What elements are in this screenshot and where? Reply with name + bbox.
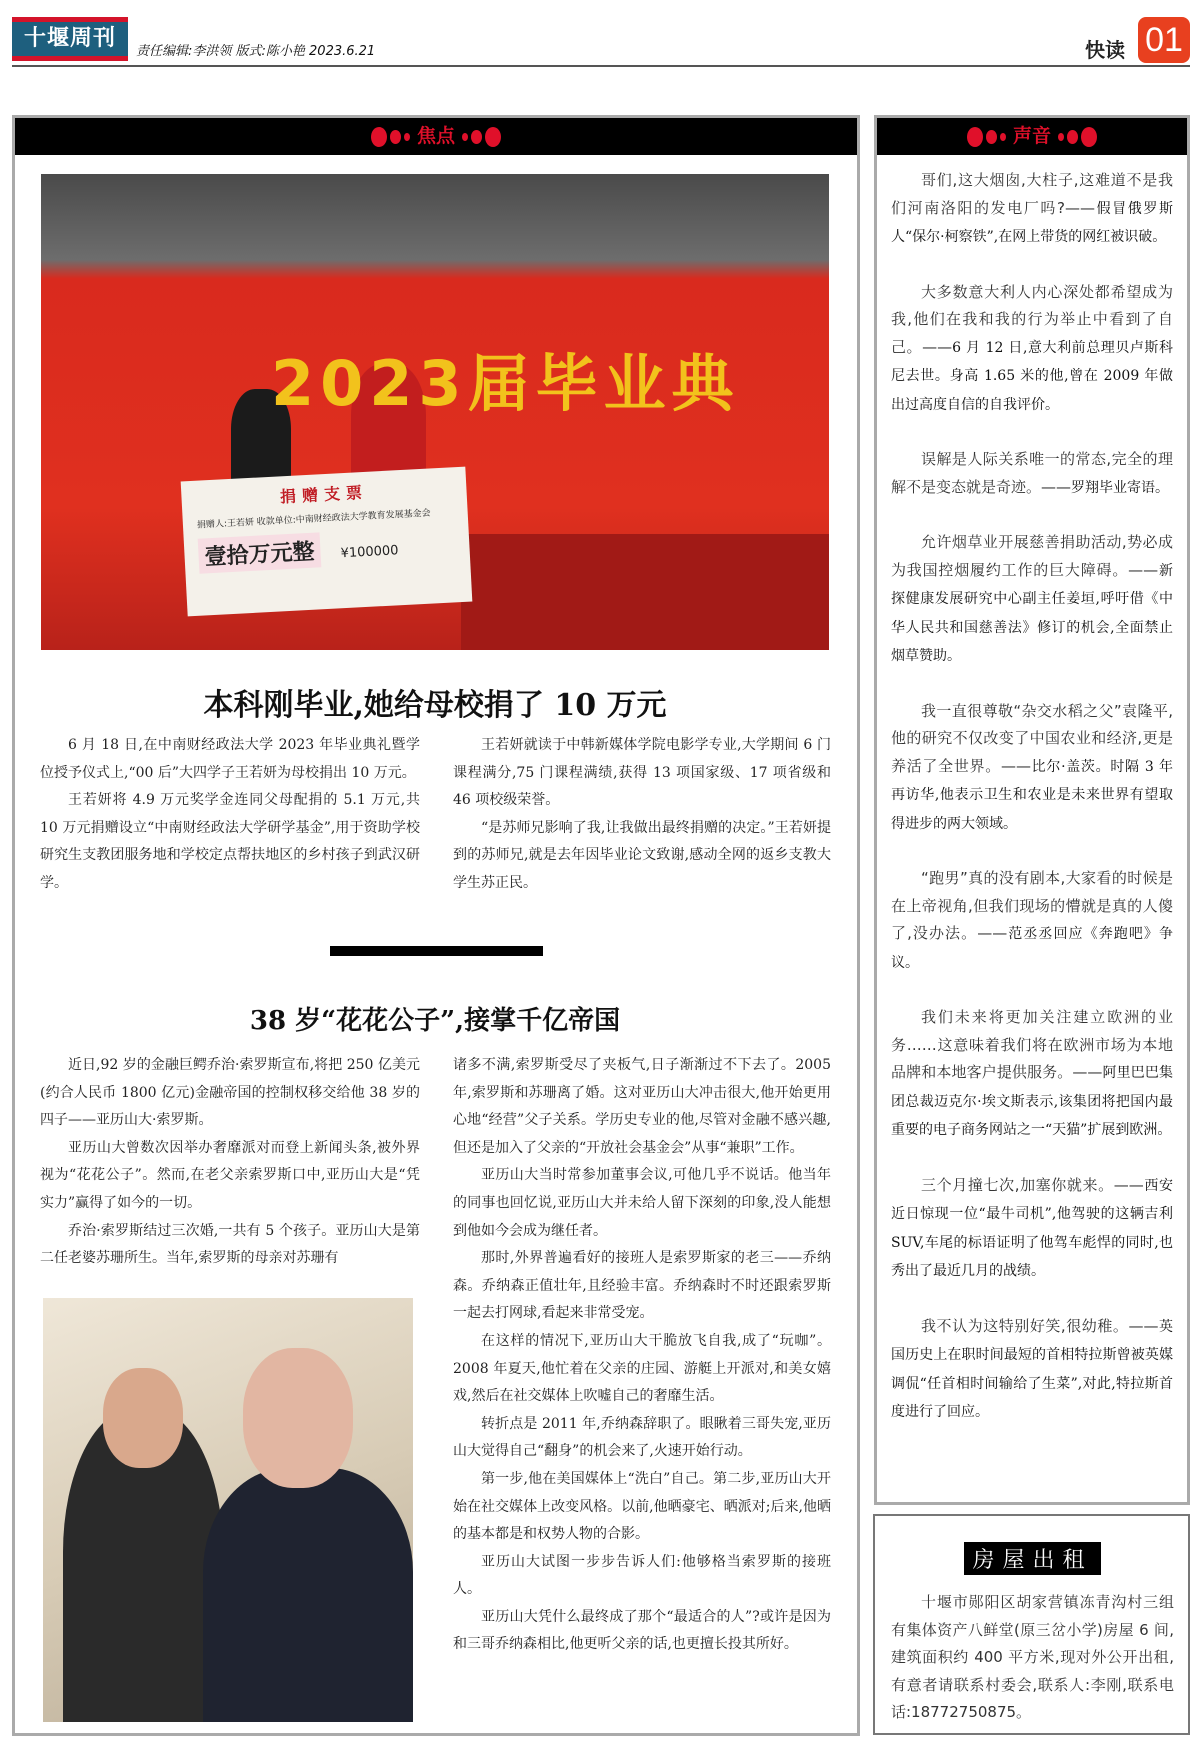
- quote-source: 罗翔毕业寄语。: [1071, 479, 1170, 496]
- dot-icon: [485, 127, 501, 147]
- paragraph: “是苏师兄影响了我,让我做出最终捐赠的决定。”王若妍提到的苏师兄,就是去年因毕业论文致谢,感动全网的返乡支教大学生苏正民。: [453, 819, 831, 891]
- quote-text: “跑男”真的没有剧本,大家看的时候是在上帝视角,但我们现场的懵就是真的人傻了,没办法。——: [891, 869, 1173, 942]
- quote-source: 西安近日惊现一位“最牛司机”,他驾驶的这辆吉利 SUV,车尾的标语证明了他驾车彪悍的同时,也秀出了最近几月的战绩。: [891, 1177, 1173, 1279]
- graduation-photo: [41, 174, 829, 650]
- dot-icon: [1081, 127, 1097, 147]
- cheque-number: ¥100000: [340, 543, 399, 562]
- photo-banner-text: 2023届毕业典: [271, 347, 740, 420]
- article1-col2: [453, 732, 831, 898]
- article2-col2: [453, 1052, 831, 1659]
- quote-source: 英国历史上在职时间最短的首相特拉斯曾被英媒调侃“任首相时间输给了生菜”,对此,特拉斯首度进行了回应。: [891, 1318, 1174, 1420]
- quote-source: 6 月 12 日,意大利前总理贝卢斯科尼去世。身高 1.65 米的他,曾在 2009 年做出过高度自信的自我评价。: [891, 339, 1173, 413]
- dot-icon: [986, 130, 997, 144]
- quote-item: [891, 167, 1173, 252]
- section-divider: [330, 946, 543, 956]
- paragraph: 在这样的情况下,亚历山大干脆放飞自我,成了“玩咖”。2008 年夏天,他忙着在父亲的庄园、游艇上开派对,和美女嬉戏,然后在社交媒体上吹嘘自己的奢靡生活。: [453, 1332, 831, 1405]
- ad-title: 房屋出租: [964, 1542, 1100, 1575]
- quote-item: [891, 279, 1173, 420]
- voices-header: [877, 115, 1187, 155]
- article2-title: 38 岁“花花公子”,接掌千亿帝国: [249, 1006, 621, 1036]
- focus-header-label: 焦点: [416, 125, 455, 147]
- paragraph: 转折点是 2011 年,乔纳森辞职了。眼瞅着三哥失宠,亚历山大觉得自己“翻身”的机会来了,火速开始行动。: [453, 1415, 831, 1460]
- soros-photo: [43, 1298, 413, 1722]
- paragraph: 亚历山大凭什么最终成了那个“最适合的人”?或许是因为和三哥乔纳森相比,他更听父亲的话,也更擅长投其所好。: [453, 1608, 831, 1653]
- ad-text: 十堰市郧阳区胡家营镇冻青沟村三组有集体资产八鲜堂(原三岔小学)房屋 6 间,建筑面积约 400 平方米,现对外公开出租,有意者请联系村委会,联系人:李刚,联系电话:18772750875。: [891, 1593, 1174, 1721]
- cheque-amount: 壹拾万元整: [198, 532, 322, 573]
- editor-line: 责任编辑:李洪领 版式:陈小艳 2023.6.21: [136, 44, 376, 59]
- paragraph: 6 月 18 日,在中南财经政法大学 2023 年毕业典礼暨学位授予仪式上,“00 后”大四学子王若妍为母校捐出 10 万元。: [40, 737, 420, 781]
- quote-item: [891, 865, 1173, 977]
- paragraph: 王若妍就读于中韩新媒体学院电影学专业,大学期间 6 门课程满分,75 门课程满绩,获得 13 项国家级、17 项省级和 46 项校级荣誉。: [453, 737, 831, 809]
- cheque-donor: 捐赠人:王若妍 收款单位:中南财经政法大学教育发展基金会: [196, 508, 431, 531]
- article1-title: 本科刚毕业,她给母校捐了 10 万元: [203, 688, 667, 723]
- donation-cheque: [181, 467, 473, 617]
- quote-text: 三个月撞七次,加塞你就来。——: [921, 1175, 1144, 1194]
- rental-ad: [873, 1514, 1190, 1735]
- quote-source: 假冒俄罗斯人“保尔·柯察铁”,在网上带货的网红被识破。: [891, 200, 1173, 245]
- voices-header-label: 声音: [1012, 125, 1051, 147]
- quote-item: [891, 529, 1173, 671]
- quote-source: 新探健康发展研究中心副主任姜垣,呼吁借《中华人民共和国慈善法》修订的机会,全面禁止烟草赞助。: [891, 562, 1173, 664]
- stage-table: [461, 534, 829, 650]
- quote-source: 比尔·盖茨。时隔 3 年再访华,他表示卫生和农业是未来世界有望取得进步的两大领域。: [891, 758, 1173, 832]
- quotes-list: [877, 155, 1187, 1427]
- dot-icon: [462, 133, 468, 141]
- quote-text: 大多数意大利人内心深处都希望成为我,他们在我和我的行为举止中看到了自己。——: [891, 282, 1173, 356]
- dot-icon: [1000, 133, 1006, 141]
- cheque-title: 捐赠支票: [279, 482, 369, 507]
- dot-icon: [1058, 133, 1064, 141]
- dot-icon: [404, 133, 410, 141]
- article1-col1: [40, 732, 420, 898]
- quote-source: 范丞丞回应《奔跑吧》争议。: [891, 926, 1173, 971]
- paragraph: 第一步,他在美国媒体上“洗白”自己。第二步,亚历山大开始在社交媒体上改变风格。以前,他晒豪宅、晒派对;后来,他晒的基本都是和权势人物的合影。: [453, 1470, 831, 1543]
- quote-source: 阿里巴巴集团总裁迈克尔·埃文斯表示,该集团将把国内最重要的电子商务网站之一“天猫”扩展到欧洲。: [891, 1065, 1173, 1138]
- dot-icon: [371, 127, 387, 147]
- dot-icon: [390, 130, 401, 144]
- paragraph: 诸多不满,索罗斯受尽了夹板气,日子渐渐过不下去了。2005 年,索罗斯和苏珊离了婚。这对亚历山大冲击很大,他开始更用心地“经营”父子关系。学历史专业的他,尽管对金融不感兴趣,但还是加入了父亲的“开放社会基金会”从事“兼职”工作。: [453, 1057, 831, 1156]
- quote-item: [891, 446, 1173, 502]
- paragraph: 乔治·索罗斯结过三次婚,一共有 5 个孩子。亚历山大是第二任老婆苏珊所生。当年,索罗斯的母亲对苏珊有: [40, 1222, 420, 1267]
- dot-icon: [471, 130, 482, 144]
- header-rule: [12, 65, 1190, 67]
- dot-icon: [1067, 130, 1078, 144]
- quote-text: 我不认为这特别好笑,很幼稚。——: [921, 1316, 1159, 1335]
- paragraph: 近日,92 岁的金融巨鳄乔治·索罗斯宣布,将把 250 亿美元(约合人民币 1800 亿元)金融帝国的控制权移交给他 38 岁的四子——亚历山大·索罗斯。: [40, 1057, 420, 1129]
- paragraph: 亚历山大试图一步步告诉人们:他够格当索罗斯的接班人。: [453, 1553, 831, 1598]
- paragraph: 亚历山大当时常参加董事会议,可他几乎不说话。他当年的同事也回忆说,亚历山大并未给人留下深刻的印象,没人能想到他如今会成为继任者。: [453, 1167, 831, 1239]
- quote-item: [891, 698, 1173, 839]
- quote-item: [891, 1313, 1173, 1427]
- dot-icon: [967, 127, 983, 147]
- focus-header: [15, 115, 857, 155]
- face: [243, 1348, 353, 1488]
- quote-text: 误解是人际关系唯一的常态,完全的理解不是变态就是奇迹。——: [891, 450, 1173, 496]
- newspaper-logo: 十堰周刊: [12, 17, 128, 61]
- quote-text: 我一直很尊敬“杂交水稻之父”袁隆平,他的研究不仅改变了中国农业和经济,更是养活了全世界。——: [891, 701, 1173, 775]
- quote-text: 我们未来将更加关注建立欧洲的业务……这意味着我们将在欧洲市场为本地品牌和本地客户提供服务。——: [891, 1008, 1173, 1081]
- paragraph: 亚历山大曾数次因举办奢靡派对而登上新闻头条,被外界视为“花花公子”。然而,在老父亲索罗斯口中,亚历山大是“凭实力”赢得了如今的一切。: [40, 1139, 420, 1211]
- quote-text: 允许烟草业开展慈善捐助活动,势必成为我国控烟履约工作的巨大障碍。——: [891, 533, 1173, 579]
- quote-text: 哥们,这大烟囱,大柱子,这难道不是我们河南洛阳的发电厂吗?——: [891, 171, 1173, 217]
- quote-item: [891, 1004, 1173, 1145]
- paragraph: 那时,外界普遍看好的接班人是索罗斯家的老三——乔纳森。乔纳森正值壮年,且经验丰富。乔纳森时不时还跟索罗斯一起去打网球,看起来非常受宠。: [453, 1250, 831, 1322]
- voices-panel: [874, 115, 1190, 1505]
- face: [103, 1368, 183, 1468]
- george-figure: [203, 1468, 413, 1722]
- page-number: 01: [1138, 17, 1190, 63]
- section-name: 快读: [1085, 38, 1125, 62]
- quote-item: [891, 1172, 1173, 1286]
- paragraph: 王若妍将 4.9 万元奖学金连同父母配捐的 5.1 万元,共 10 万元捐赠设立“中南财经政法大学研学基金”,用于资助学校研究生支教团服务地和学校定点帮扶地区的乡村孩子到武汉研学。: [40, 792, 420, 891]
- article2-col1: [40, 1052, 420, 1273]
